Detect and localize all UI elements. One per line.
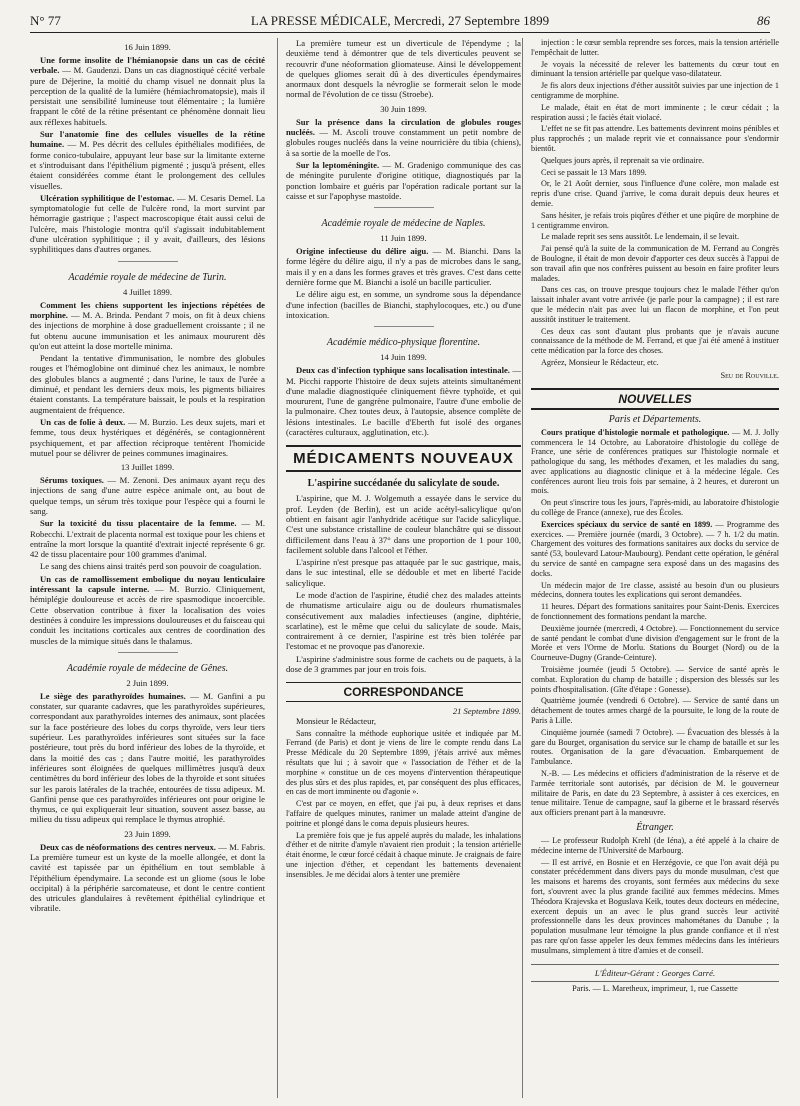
article-paragraph: Le mode d'action de l'aspirine, étudié chez des malades atteints de rhumatisme articulaire aigu ou de douleurs rhumatismales consécutivement aux maladies infectieuses (angine, diphtérie, scarlatine), est le même que celui du salicylate de soude. Mais, contrairement à ce dernier, l'aspirine est très bien tolérée par l'estomac et ne provoque pas d'anorexie. [286, 589, 521, 652]
divider [374, 207, 434, 208]
article: Sur l'anatomie fine des cellules visuelles de la rétine humaine. — M. Pes décrit des cellules épithéliales modifiées, de forme conico-tubulaire, appuyant leur base sur la limitante externe et s'introduisant dans l'épithélium pigmenté ; jusqu'à présent, elles étaient considérées comme étant le prolongement des cellules visuelles. [30, 129, 265, 191]
news-item: Exercices spéciaux du service de santé en 1899. — Programme des exercices. — Première journée (mardi, 3 Octobre). — 7 h. 1/2 du matin. Chargement des voitures des formations sanitaires aux docks du service de santé (53, boulevard Latour-Maubourg). Pendant cette opération, le général du service de santé en campagne sera exposé dans un des magasins des docks. [531, 519, 779, 578]
article-paragraph: Le délire aigu est, en somme, un syndrome sous la dépendance d'une infection (bacilles de Bianchi, staphylocoques, etc.) ou d'une intoxication. [286, 289, 521, 320]
article: Un cas de folie à deux. — M. Burzio. Les deux sujets, mari et femme, tous deux hystériques et dégénérés, se contagionnèrent psychiquement, et par affection réciproque tentèrent l'homicide mutuel pour se délivrer de peines communes imaginaires. [30, 416, 265, 458]
article-paragraph: Pendant la tentative d'immunisation, le nombre des globules rouges et l'hémoglobine ont diminué chez les animaux, le nombre des globules blancs a augmenté ; dans l'urine, le taux de l'urée a diminué, et pendant les derniers deux mois, les pigments biliaires étaient constants. La température baissait, le pouls et la respiration augmentaient de fréquence. [30, 353, 265, 415]
session-date: 14 Juin 1899. [380, 352, 427, 363]
session-date: 16 Juin 1899. [124, 42, 171, 52]
news-paragraph: N.-B. — Les médecins et officiers d'administration de la réserve et de l'armée territoriale sont autorisés, par décision de M. le gouverneur militaire de Paris, en date du 23 Septembre, à assister à ces exercices, en tenue militaire. Tenue de campagne, sauf la giberne et le brassard réservés aux officiers prenant part à la manœuvre. [531, 769, 779, 818]
section-heading: Académie royale de médecine de Turin. [68, 271, 227, 283]
article: Sur la leptoméningite. — M. Gradenigo communique des cas de méningite purulente d'origine otitique, diagnostiqués par la ponction lombaire et guéris par l'opération radicale portant sur la caisse et sur l'apophyse mastoïde. [286, 159, 521, 201]
letter-paragraph: Quelques jours après, il reprenait sa vie ordinaire. [541, 155, 705, 165]
session-date: 23 Juin 1899. [124, 828, 171, 839]
issue-number: N° 77 [30, 13, 61, 28]
article: Un cas de ramollissement embolique du noyau lenticulaire intéressant la capsule interne. — M. Burzio. Cliniquement, hémiplégie douloureuse et accès de rire spasmodique incoercible. Cette observation contribue à fixer la localisation des voies destinées à conduire les impressions douloureuses et du faisceau qui conduit les incitations corticales aux centres de coordination des muscles de la mimique situés dans le thalamus. [30, 573, 265, 646]
letter-paragraph: Dans ces cas, on trouve presque toujours chez le malade l'éther qu'on laissait inhaler avant votre arrivée (je parle pour la campagne) ; il est rare que le médecin n'ait pas avec lui un flacon de morphine, et l'on peut aussitôt instituer le traitement. [531, 285, 779, 324]
news-paragraph: Troisième journée (jeudi 5 Octobre). — Service de santé après le combat. Exploration du champ de bataille ; dispersion des blessés sur les points d'hospitalisation. (Gîte d'étape : Gonesse). [531, 665, 779, 694]
news-paragraph: On peut s'inscrire tous les jours, l'après-midi, au laboratoire d'histologie du collège de France (annexe), rue des Écoles. [531, 498, 779, 518]
letter-paragraph: Le malade, était en état de mort imminente ; le cœur cédait ; la respiration aussi ; le faciès était violacé. [531, 102, 779, 122]
letter-paragraph: Je voyais la nécessité de relever les battements du cœur tout en diminuant la tension artérielle par quelque vaso-dilatateur. [531, 59, 779, 79]
letter-date: 21 Septembre 1899. [452, 706, 521, 717]
section-heading: Académie royale de médecine de Gênes. [66, 662, 229, 674]
article-paragraph: L'aspirine n'est presque pas attaquée par le suc gastrique, mais, dans le suc intestinal, elle se dédouble et met en liberté l'acide salicylique. [286, 557, 521, 588]
article-paragraph: L'aspirine, que M. J. Wolgemuth a essayée dans le service du prof. Leyden (de Berlin), est un acide acétyl-salicylique qu'on obtient en faisant agir l'anhydride acétique sur l'acide salicylique. C'est une substance cristalline de couleur blanchâtre qui se dissout difficilement dans l'eau à 37° dans une proportion de 1 pour 100, facilement soluble dans l'alcool et l'éther. [286, 493, 521, 555]
article: Deux cas d'infection typhique sans localisation intestinale. — M. Picchi rapporte l'histoire de deux sujets atteints simultanément d'une maladie diagnostiquée cliniquement fièvre typhoïde, et qui moururent, l'une de gangrène pulmonaire, l'autre d'une embolie de la pulmonaire. Chez toutes deux, à l'autopsie, absence complète de lésions intestinales. Le bacille d'Eberth fut isolé des organes (caractères culturaux, agglutination, etc.). [286, 365, 521, 438]
article: Le siège des parathyroïdes humaines. — M. Ganfini a pu constater, sur quarante cadavres, que les parathyroïdes supérieures, correspondant aux parathyroïdes internes des animaux, sont placées sur la face postérieure des lobes du corps thyroïde, vers leur tiers supérieur. Les parathyroïdes inférieures sont situées sur la face postérieure, tout près du bord inférieur des lobes de la thyroïde, et dans la moitié des cas ; dans l'autre moitié, les parathyroïdes inférieures sont éloignées de quelques millimètres jusqu'à deux centimètres du bord inférieur des lobes de la thyroïde et sont situées sur les parois latérales de la trachée, entourées de tissu adipeux. M. Ganfini pense que ces parathyroïdes inférieures ont pour origine le thymus, ce qui expliquerait leur situation, souvent assez basse, au milieu du tissu adipeux qui remplace le thymus atrophié. [30, 690, 265, 825]
article-paragraph: L'aspirine s'administre sous forme de cachets ou de paquets, à la dose de 3 grammes par jour en trois fois. [286, 653, 521, 675]
page-number: 86 [757, 13, 770, 28]
article: Ulcération syphilitique de l'estomac. — M. Cesaris Demel. La symptomatologie fut celle de l'ulcère rond, la mort survint par hémorragie gastrique ; l'aspect macroscopique était aussi celui de l'ulcère, mais l'histologie montra qu'il s'agissait indubitablement d'une ulcération syphilitique ; il y avait, d'ailleurs, des lésions syphilitiques dans d'autres organes. [30, 192, 265, 255]
section-heading: Paris et Départements. [608, 413, 702, 425]
letter-paragraph: Or, le 21 Août dernier, sous l'influence d'une colère, mon malade est repris d'une crise. Quand j'arrive, le coma durait depuis deux heures et demie. [531, 179, 779, 208]
session-date: 2 Juin 1899. [126, 677, 169, 688]
rubric-heading: MÉDICAMENTS NOUVEAUX [286, 445, 521, 472]
section-heading: Étranger. [636, 821, 674, 833]
divider [118, 261, 178, 262]
letter-signature: Seu de Rouville. [720, 370, 779, 380]
news-paragraph: Un médecin major de 1re classe, assisté au besoin d'un ou plusieurs médecins, donnera toutes les explications qui seront demandées. [531, 580, 779, 600]
news-paragraph: Deuxième journée (mercredi, 4 Octobre). — Fonctionnement du service de santé pendant le combat d'une division d'engagement sur le front de la Morée et vers l'Orme de Morlu. Stations du Bourget (Nord) ou de la Courneuve-Dugny (Grande-Ceinture). [531, 623, 779, 663]
article-paragraph: Le sang des chiens ainsi traités perd son pouvoir de coagulation. [40, 561, 262, 572]
page-header [30, 10, 770, 33]
session-date: 11 Juin 1899. [380, 233, 427, 244]
letter-salutation: Monsieur le Rédacteur, [296, 716, 377, 727]
letter-paragraph: Ces deux cas sont d'autant plus probants que je n'avais aucune connaissance de la méthode de M. Ferrand, et que j'ai été amené à instituer cette médication par la force des choses. [531, 326, 779, 356]
column-2 [277, 38, 521, 1098]
section-heading: Académie médico-physique florentine. [326, 337, 481, 349]
article: Comment les chiens supportent les injections répétées de morphine. — M. A. Brinda. Pendant 7 mois, on fit à deux chiens des injections de morphine à dose graduellement croissante ; il ne fut obtenu aucune immunisation et les animaux moururent dès qu'on eut atteint la dose mortelle minima. [30, 299, 265, 351]
printer-line: Paris. — L. Maretheux, imprimeur, 1, rue Cassette [531, 981, 779, 993]
publisher-line: L'Éditeur-Gérant : Georges Carré. [531, 964, 779, 978]
article-paragraph: La première tumeur est un diverticule de l'épendyme ; la deuxième tend à démontrer que de tels diverticules peuvent se recouvrir d'une néoformation gliomateuse. Ainsi le développement de quelques gliomes serait dû à des diverticules épendymaires anormaux dont desquels la névroglie se formerait selon le mode normal de l'évolution de ce tissu (Stroebe). [286, 38, 521, 100]
column-1 [30, 38, 265, 1098]
article: Origine infectieuse du délire aigu. — M. Bianchi. Dans la forme légère du délire aigu, il n'y a pas de microbes dans le sang, mais il y en a dans les formes graves et très graves. C'est dans cette dernière forme que M. Bianchi a isolé un bacille particulier. [286, 246, 521, 288]
letter-paragraph: Agréez, Monsieur le Rédacteur, etc. [541, 357, 659, 367]
news-paragraph: — Le professeur Rudolph Krehl (de Iéna), a été appelé à la chaire de médecine interne de l'Université de Marbourg. [531, 835, 779, 855]
letter-paragraph: C'est par ce moyen, en effet, que j'ai pu, à deux reprises et dans l'affaire de quelques minutes, ranimer un malade atteint d'angine de poitrine et plongé dans le coma depuis plusieurs heures. [286, 799, 521, 828]
article-heading: L'aspirine succédanée du salicylate de soude. [307, 478, 500, 490]
news-paragraph: 11 heures. Départ des formations sanitaires pour Saint-Denis. Exercices de fonctionnement des formations pendant la marche. [531, 602, 779, 622]
column-3 [522, 38, 779, 1098]
letter-paragraph: L'effet ne se fit pas attendre. Les battements devinrent moins pénibles et plus rapprochés ; un malade reprit vie et connaissance pour s'endormir bientôt. [531, 124, 779, 153]
article: Deux cas de néoformations des centres nerveux. — M. Fabris. La première tumeur est un kyste de la moelle allongée, et dont la cavité est tapissée par un épithélium en tout semblable à l'épithélium épendymaire. La seconde est un gliome (sous le lobe occipital) à la périphérie sarcomateuse, et dont le centre contient des utricules glandulaires à revêtement épithélial cylindrique et vibratile. [30, 841, 265, 914]
article: Une forme insolite de l'hémianopsie dans un cas de cécité verbale. — M. Gaudenzi. Dans un cas diagnostiqué cécité verbale pure de Déjerine, la moitié du champ visuel ne donnait plus la perception de la qualité de la lumière (hémiachromatopsie), mais il persistait une sensibilité lumineuse tout élémentaire ; la lumière frappant le côté de la rétine présentant ce phénomène donnait lieu aux réflexes habituels. [30, 55, 265, 127]
article: Sérums toxiques. — M. Zenoni. Des animaux ayant reçu des injections de sang d'une autre espèce animale ont, au bout de quelque temps, un sérum très toxique pour l'espèce qui a fourni le sang. [30, 475, 265, 516]
article: Sur la présence dans la circulation de globules rouges nucléés. — M. Ascoli trouve constamment un petit nombre de globules rouges nucléés dans la veine nourricière du tibia (chiens), à sa sortie de la moelle de l'os. [286, 116, 521, 158]
letter-paragraph: Sans hésiter, je refais trois piqûres d'éther et une piqûre de morphine de 1 centigramme environ. [531, 210, 779, 230]
session-date: 13 Juillet 1899. [120, 462, 175, 473]
letter-paragraph: J'ai pensé qu'à la suite de la communication de M. Ferrand au Congrès de Boulogne, il était de mon devoir d'apporter ces deux succès à l'appui de son travail afin que nos confrères puissent au besoin en faire profiter leurs malades. [531, 244, 779, 283]
journal-title: LA PRESSE MÉDICALE, Mercredi, 27 Septembre 1899 [250, 13, 550, 28]
letter-paragraph: Le malade reprit ses sens aussitôt. Le lendemain, il se levait. [541, 232, 740, 242]
news-paragraph: Quatrième journée (vendredi 6 Octobre). — Service de santé dans un détachement de toutes armes chargé de la poursuite, le long de la route de Paris à Lille. [531, 696, 779, 726]
letter-paragraph: Ceci se passait le 13 Mars 1899. [541, 167, 647, 177]
news-item: Cours pratique d'histologie normale et pathologique. — M. J. Jolly commencera le 14 Octobre, au Laboratoire d'histologie du collège de France, une série de conférences pratiques sur l'histologie normale et pathologique du sang, les méthodes d'examen, et les maladies du sang, avec applications au diagnostic clinique et à la médecine légale. Ces conférences auront lieu trois fois par semaine, à 2 heures, et dureront un mois. [531, 427, 779, 496]
news-paragraph: Cinquième journée (samedi 7 Octobre). — Évacuation des blessés à la gare du Bourget, organisation du service sur le champ de bataille et sur les routes. Organisation de la gare d'évacuation. Embarquement de l'ambulance. [531, 727, 779, 767]
session-date: 4 Juillet 1899. [123, 286, 172, 297]
divider [118, 652, 178, 653]
session-date: 30 Juin 1899. [380, 103, 427, 114]
article: Sur la toxicité du tissu placentaire de la femme. — M. Robecchi. L'extrait de placenta normal est toxique pour les chiens et entraîne la mort lorsque la quantité d'extrait injecté représente 6 gr. 42 de tissu placentaire pour 100 grammes d'animal. [30, 518, 265, 560]
letter-paragraph: La première fois que je fus appelé auprès du malade, les inhalations d'éther et de nitrite d'amyle n'avaient rien produit ; la tension artérielle était énorme, le cœur forcé cédait à chaque minute. Je craignais de faire une injection d'éther, et cependant les battements devenaient insensibles. Je me décidai alors à tenter une première [286, 830, 521, 879]
rubric-heading: NOUVELLES [531, 388, 779, 410]
news-paragraph: — Il est arrivé, en Bosnie et en Herzégovie, ce que l'on avait déjà pu constater précédemment dans divers pays du monde musulman, c'est que les maisons et harems des croyants, sont fermées aux médecins du sexe fort, s'ouvrent avec la plus grande facilité aux femmes médecins. Mmes Théodora Krajevska et Boguslava Keik, toutes deux docteurs en médecine, exercent depuis un an avec le plus grand succès leur activité professionnelle dans les deux provinces mahométanes du Danube ; la population musulmane leur témoigne la plus grande confiance et il n'est pas rare qu'on fasse appeler les deux femmes médecins dans les intérieurs musulmans, simplement à titre d'amies et de conseil. [531, 857, 779, 955]
divider [374, 326, 434, 327]
rubric-heading: CORRESPONDANCE [286, 682, 521, 702]
letter-paragraph: Je fis alors deux injections d'éther aussitôt suivies par une injection de 1 centigramme de morphine. [531, 81, 779, 100]
letter-paragraph: Sans connaître la méthode euphorique usitée et indiquée par M. Ferrand (de Paris) et dont je viens de lire le compte rendu dans La Presse Médicale du 20 Septembre 1899, j'étais arrivé aux mêmes résultats que lui ; à savoir que « l'association de l'éther et de la morphine « constitue un de ces moyens d'intervention thérapeutique des plus sûrs et des plus rapides, et, par conséquent des plus efficaces, en cas de mort imminente ou d'agonie ». [286, 728, 521, 797]
section-heading: Académie royale de médecine de Naples. [321, 218, 486, 230]
letter-paragraph: injection : le cœur sembla reprendre ses forces, mais la tension artérielle l'empêchait de lutter. [531, 38, 779, 57]
